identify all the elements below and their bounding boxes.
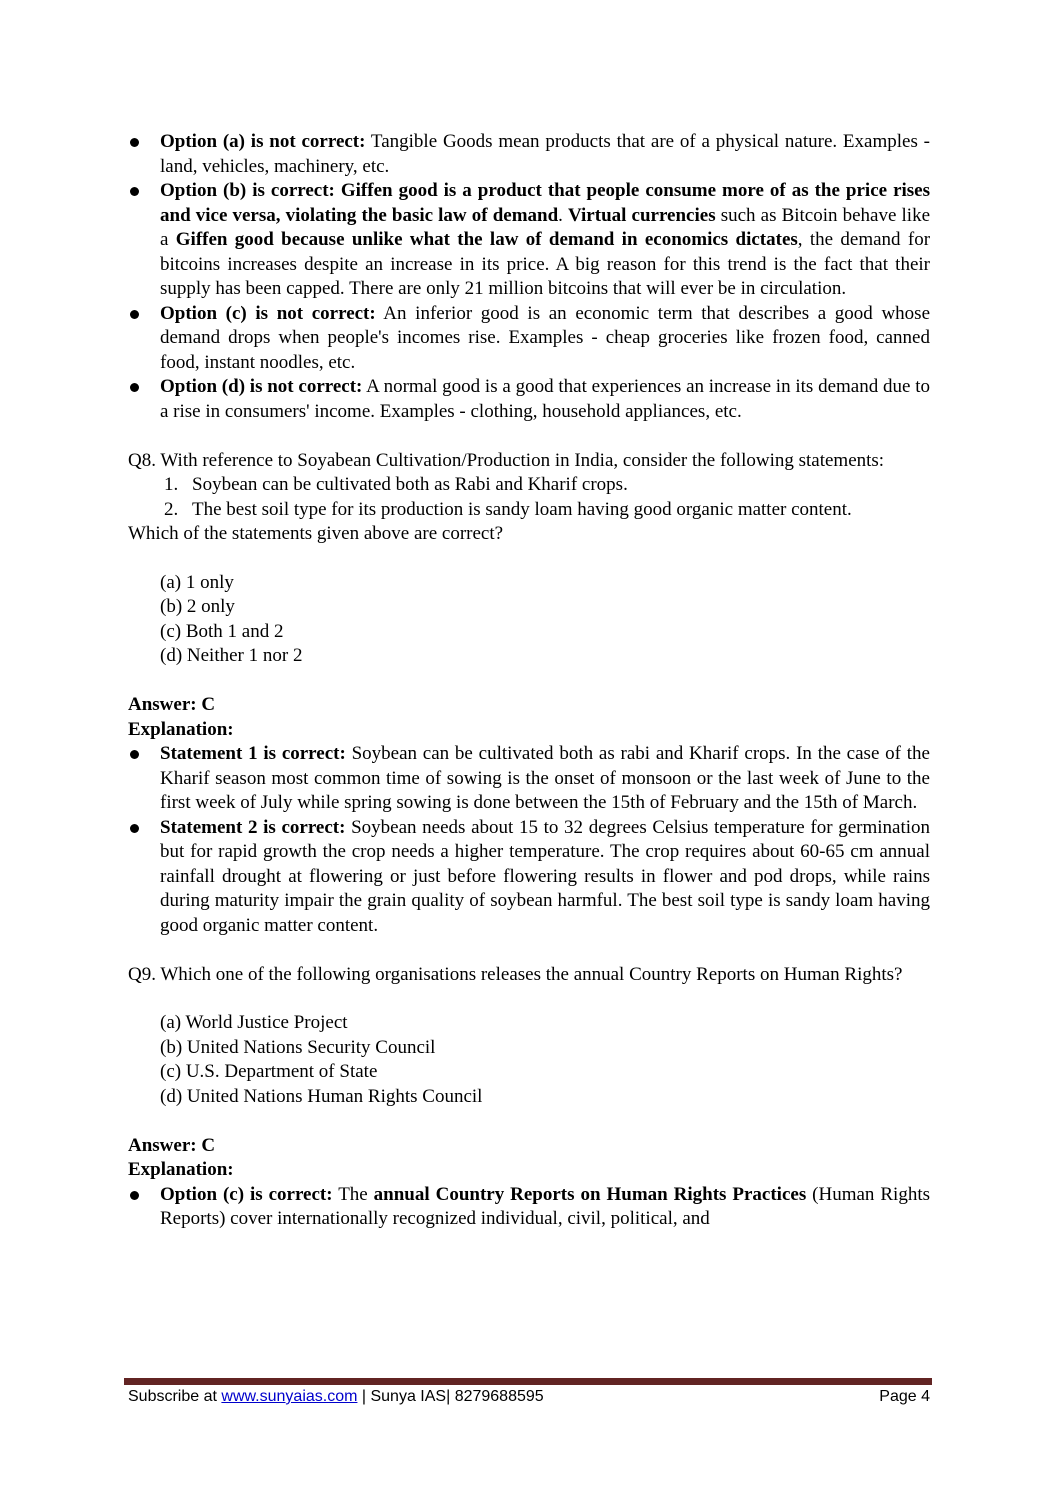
q8-explanation-list xyxy=(128,742,930,938)
bullet-icon xyxy=(130,138,139,147)
q8-statement-2: 2. The best soil type for its production is sandy loam having good organic matter content. xyxy=(164,498,852,520)
q8-statement-1: 1. Soybean can be cultivated both as Rabi and Kharif crops. xyxy=(164,474,628,495)
bullet-icon xyxy=(130,383,139,392)
q9-option-c: (c) U.S. Department of State xyxy=(160,1061,378,1082)
bullet-icon xyxy=(130,750,139,759)
page-footer xyxy=(128,1388,930,1406)
q8-question: Q8. With reference to Soyabean Cultivation/Production in India, consider the following statements: xyxy=(128,449,885,471)
website-link[interactable]: www.sunyaias.com xyxy=(221,1388,358,1405)
q7-explanation-list xyxy=(128,130,930,424)
q8-option-b: (b) 2 only xyxy=(160,596,235,617)
q7-option-d-explanation: Option (d) is not correct: A normal good is a good that experiences an increase in its demand due to a rise in consumers' income. Examples - clothing, household appliances, etc. xyxy=(128,375,930,424)
page-number: Page 4 xyxy=(879,1388,930,1405)
q9-answer: Answer: C xyxy=(128,1134,216,1156)
q8-statement-1-explanation: Statement 1 is correct: Soybean can be cultivated both as rabi and Kharif crops. In the case of the Kharif season most common time of sowing is the onset of monsoon or the last week of June to the first week of July while spring sowing is done between the 15th of February and the 15th of March. xyxy=(128,742,930,816)
q8-statement-2-explanation: Statement 2 is correct: Soybean needs about 15 to 32 degrees Celsius temperature for germination but for rapid growth the crop needs a higher temperature. The crop requires about 60-65 cm annual rainfall drought at flowering or just before flowering results in flower and pod drops, while rains during maturity impair the grain quality of soybean harmful. The best soil type is sandy loam having good organic matter content. xyxy=(128,816,930,939)
q8-option-c: (c) Both 1 and 2 xyxy=(160,620,284,642)
bullet-icon xyxy=(130,1191,139,1200)
footer-divider xyxy=(124,1378,932,1385)
q7-option-a-explanation: Option (a) is not correct: Tangible Goods mean products that are of a physical nature. Examples - land, vehicles, machinery, etc. xyxy=(128,130,930,179)
bullet-icon xyxy=(130,824,139,833)
q8-explanation-label: Explanation: xyxy=(128,718,234,740)
q7-option-b-explanation: Option (b) is correct: Giffen good is a product that people consume more of as the price rises and vice versa, violating the basic law of demand. Virtual currencies such as Bitcoin behave like a Giffen good because unlike what the law of demand in economics dictates, the demand for bitcoins increases despite an increase in its price. A big reason for this trend is the fact that their supply has been capped. There are only 21 million bitcoins that will ever be in circulation. xyxy=(128,179,930,302)
q8-answer: Answer: C xyxy=(128,694,216,715)
q9-option-b: (b) United Nations Security Council xyxy=(160,1036,436,1058)
q8-option-a: (a) 1 only xyxy=(160,571,234,593)
q8-prompt: Which of the statements given above are correct? xyxy=(128,523,504,544)
q7-option-c-explanation: Option (c) is not correct: An inferior good is an economic term that describes a good whose demand drops when people's incomes rise. Examples - cheap groceries like frozen food, canned food, instant noodles, etc. xyxy=(128,302,930,376)
q9-explanation-list xyxy=(128,1183,930,1232)
q8-statements xyxy=(128,473,930,522)
q9-option-a: (a) World Justice Project xyxy=(160,1012,348,1033)
q8-options xyxy=(128,571,930,669)
q9-options xyxy=(128,1011,930,1109)
q9-option-c-explanation: Option (c) is correct: The annual Country Reports on Human Rights Practices (Human Rights Reports) cover internationally recognized individual, civil, political, and xyxy=(128,1183,930,1232)
footer-contact: | Sunya IAS| 8279688595 xyxy=(357,1388,544,1405)
bullet-icon xyxy=(130,187,139,196)
q9-option-d: (d) United Nations Human Rights Council xyxy=(160,1085,483,1107)
bullet-icon xyxy=(130,310,139,319)
document-page xyxy=(128,130,930,1232)
q9-explanation-label: Explanation: xyxy=(128,1159,234,1180)
q9-question: Q9. Which one of the following organisations releases the annual Country Reports on Human Rights? xyxy=(128,963,903,985)
footer-subscribe-text: Subscribe at xyxy=(128,1388,222,1405)
q8-option-d: (d) Neither 1 nor 2 xyxy=(160,645,303,666)
